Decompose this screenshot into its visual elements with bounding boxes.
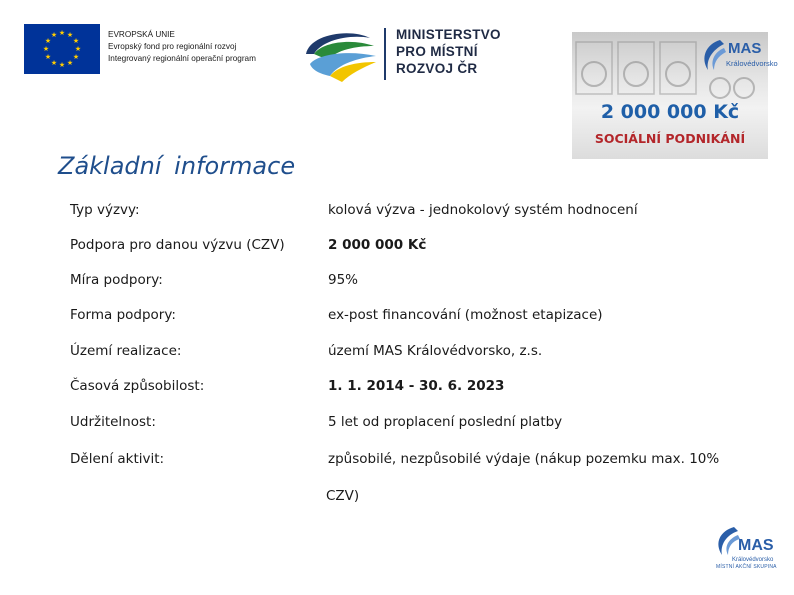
svg-text:★: ★	[50, 31, 58, 39]
row-label: Časová způsobilost:	[70, 378, 205, 394]
mmr-divider	[384, 28, 386, 80]
svg-text:★: ★	[50, 59, 58, 67]
eu-line3: Integrovaný regionální operační program	[108, 54, 256, 63]
info-row-territory	[70, 343, 770, 365]
row-value: 2 000 000 Kč	[328, 237, 427, 253]
mmr-logo	[300, 24, 512, 84]
row-value: 5 let od proplacení poslední platby	[328, 414, 563, 430]
info-row-eligibility-period	[70, 378, 770, 400]
info-row-support-form	[70, 307, 770, 329]
svg-text:★: ★	[42, 45, 50, 53]
row-label: Míra podpory:	[70, 272, 163, 288]
info-row-sustainability	[70, 414, 770, 436]
activities-continuation: CZV)	[326, 488, 360, 504]
mas-bottom-sub: Královédvorsko	[732, 557, 774, 563]
info-row-support-amount	[70, 237, 770, 259]
mas-bottom-name: MAS	[738, 537, 774, 554]
row-label: Forma podpory:	[70, 307, 176, 323]
mas-bottom-sub2: MÍSTNÍ AKČNÍ SKUPINA	[716, 564, 777, 570]
eu-line1: EVROPSKÁ UNIE	[108, 30, 175, 39]
mmr-line2: PRO MÍSTNÍ	[396, 44, 478, 59]
svg-text:★: ★	[44, 37, 52, 45]
svg-text:★: ★	[58, 29, 66, 37]
svg-text:★: ★	[58, 61, 66, 69]
mas-top-sub: Královédvorsko	[726, 59, 778, 68]
mas-logo-top	[698, 36, 778, 80]
mas-top-name: MAS	[728, 40, 762, 57]
banner-subtitle: SOCIÁLNÍ PODNIKÁNÍ	[594, 131, 746, 146]
info-row-support-rate	[70, 272, 770, 294]
svg-text:★: ★	[74, 45, 82, 53]
row-label: Udržitelnost:	[70, 414, 156, 430]
mas-swoosh-icon	[698, 38, 728, 74]
eu-logo	[24, 24, 282, 79]
row-value: ex-post financování (možnost etapizace)	[328, 307, 603, 323]
banner-amount: 2 000 000 Kč	[600, 101, 740, 123]
mmr-line3: ROZVOJ ČR	[396, 61, 478, 76]
row-label: Typ výzvy:	[70, 202, 140, 218]
eu-line2: Evropský fond pro regionální rozvoj	[108, 42, 237, 51]
social-enterprise-banner	[572, 32, 778, 159]
info-row-call-type	[70, 202, 770, 224]
row-value: kolová výzva - jednokolový systém hodnocení	[328, 202, 638, 218]
row-label: Území realizace:	[70, 343, 182, 359]
mmr-line1: MINISTERSTVO	[396, 27, 501, 42]
page-title: Základní informace	[58, 152, 296, 180]
svg-text:★: ★	[72, 53, 80, 61]
mmr-emblem-icon	[300, 24, 380, 84]
svg-text:★: ★	[44, 53, 52, 61]
svg-text:★: ★	[72, 37, 80, 45]
mas-bottom-swoosh-icon	[714, 525, 740, 559]
row-value: 95%	[328, 272, 359, 288]
mas-logo-bottom	[712, 523, 782, 571]
eu-flag-icon	[24, 24, 100, 74]
row-label: Podpora pro danou výzvu (CZV)	[70, 237, 285, 253]
row-value: území MAS Královédvorsko, z.s.	[328, 343, 543, 359]
mmr-logo-text	[396, 26, 501, 77]
svg-text:★: ★	[66, 59, 74, 67]
row-value: způsobilé, nezpůsobilé výdaje (nákup pozemku max. 10%	[328, 451, 720, 467]
svg-text:★: ★	[66, 31, 74, 39]
row-label: Dělení aktivit:	[70, 451, 165, 467]
info-row-activities	[70, 451, 770, 473]
row-value: 1. 1. 2014 - 30. 6. 2023	[328, 378, 505, 394]
eu-logo-text	[108, 29, 256, 65]
